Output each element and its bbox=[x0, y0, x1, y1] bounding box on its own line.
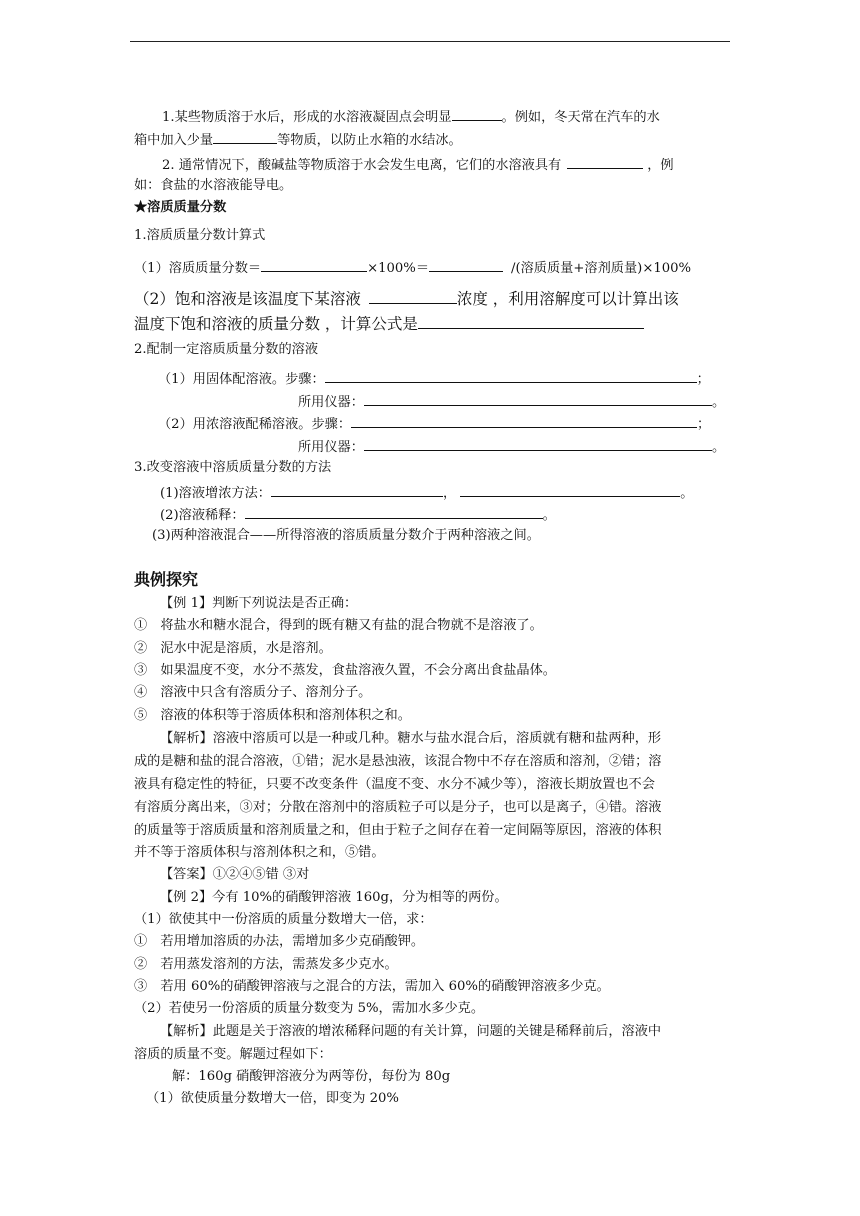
analysis-line: 有溶质分离出来，③对；分散在溶剂中的溶质粒子可以是分子，也可以是离子，④错。溶液 bbox=[134, 800, 662, 815]
method-line: (2)溶液稀释： 。 bbox=[160, 504, 556, 526]
analysis-line: 成的是糖和盐的混合溶液，①错；泥水是悬浊液，该混合物中不存在溶质和溶剂，②错；溶 bbox=[134, 754, 662, 769]
section-heading: 典例探究 bbox=[134, 570, 199, 589]
answer-blank[interactable] bbox=[351, 413, 697, 428]
paragraph-line: 1.某些物质溶于水后，形成的水溶液凝固点会明显 。例如，冬天常在汽车的水 bbox=[162, 106, 660, 128]
list-item: ③ 若用 60%的硝酸钾溶液与之混合的方法，需加入 60%的硝酸钾溶液多少克。 bbox=[134, 979, 610, 994]
instrument-line: 所用仪器： 。 bbox=[298, 436, 725, 458]
solution-line: （1）欲使质量分数增大一倍，即变为 20% bbox=[146, 1091, 399, 1106]
subheading: 2.配制一定溶质质量分数的溶液 bbox=[134, 342, 319, 357]
answer-blank[interactable] bbox=[452, 106, 502, 121]
answer-blank[interactable] bbox=[271, 482, 443, 497]
paragraph-line: （2）饱和溶液是该温度下某溶液 浓度 ，利用溶解度可以计算出该 bbox=[134, 286, 679, 309]
answer-blank[interactable] bbox=[245, 504, 543, 519]
analysis-line: 并不等于溶质体积与溶剂体积之和，⑤错。 bbox=[134, 845, 385, 860]
analysis-line: 溶质的质量不变。解题过程如下： bbox=[134, 1047, 332, 1062]
list-item: ④ 溶液中只含有溶质分子、溶剂分子。 bbox=[134, 685, 372, 700]
method-line: (1)溶液增浓方法： ， 。 bbox=[160, 482, 693, 504]
method-line: (3)两种溶液混合——所得溶液的溶质质量分数介于两种溶液之间。 bbox=[152, 528, 540, 543]
answer-blank[interactable] bbox=[325, 368, 697, 383]
header-rule bbox=[130, 41, 730, 42]
question-line: （2）若使另一份溶质的质量分数变为 5%，需加水多少克。 bbox=[134, 1001, 485, 1016]
answer-line: 【答案】①②④⑤错 ③对 bbox=[160, 867, 310, 882]
answer-blank[interactable] bbox=[213, 129, 277, 144]
analysis-line: 【解析】溶液中溶质可以是一种或几种。糖水与盐水混合后，溶质就有糖和盐两种，形 bbox=[160, 731, 662, 746]
paragraph-line: 如：食盐的水溶液能导电。 bbox=[134, 178, 293, 193]
answer-blank[interactable] bbox=[364, 436, 712, 451]
list-item: ① 若用增加溶质的办法，需增加多少克硝酸钾。 bbox=[134, 934, 425, 949]
list-item: ② 泥水中泥是溶质，水是溶剂。 bbox=[134, 641, 332, 656]
list-item: ① 将盐水和糖水混合，得到的既有糖又有盐的混合物就不是溶液了。 bbox=[134, 618, 543, 633]
analysis-line: 【解析】此题是关于溶液的增浓稀释问题的有关计算，问题的关键是稀释前后，溶液中 bbox=[160, 1024, 662, 1039]
answer-blank[interactable] bbox=[369, 286, 457, 304]
answer-blank[interactable] bbox=[364, 391, 712, 406]
list-item: ② 若用蒸发溶剂的方法，需蒸发多少克水。 bbox=[134, 957, 398, 972]
instrument-line: 所用仪器： 。 bbox=[298, 391, 725, 413]
answer-blank[interactable] bbox=[460, 482, 680, 497]
list-item: ③ 如果温度不变，水分不蒸发，食盐溶液久置，不会分离出食盐晶体。 bbox=[134, 663, 556, 678]
solution-line: 解：160g 硝酸钾溶液分为两等份，每份为 80g bbox=[172, 1069, 451, 1084]
step-line: （2）用浓溶液配稀溶液。步骤： ； bbox=[158, 413, 710, 435]
subheading: 1.溶质质量分数计算式 bbox=[134, 228, 266, 243]
answer-blank[interactable] bbox=[429, 257, 503, 272]
formula-line: （1）溶质质量分数＝ ×100%＝ /(溶质质量+溶剂质量)×100% bbox=[134, 257, 691, 279]
answer-blank[interactable] bbox=[567, 154, 643, 169]
example-title: 【例 2】今有 10%的硝酸钾溶液 160g，分为相等的两份。 bbox=[160, 890, 508, 905]
section-heading: ★溶质质量分数 bbox=[134, 200, 227, 215]
answer-blank[interactable] bbox=[418, 311, 644, 329]
paragraph-line: 温度下饱和溶液的质量分数 ，计算公式是 bbox=[134, 311, 644, 334]
question-line: （1）欲使其中一份溶质的质量分数增大一倍，求： bbox=[134, 912, 433, 927]
subheading: 3.改变溶液中溶质质量分数的方法 bbox=[134, 460, 332, 475]
example-title: 【例 1】判断下列说法是否正确： bbox=[160, 596, 358, 611]
analysis-line: 的质量等于溶质质量和溶剂质量之和，但由于粒子之间存在着一定间隔等原因，溶液的体积 bbox=[134, 823, 662, 838]
paragraph-line: 箱中加入少量 等物质，以防止水箱的水结冰。 bbox=[134, 129, 462, 151]
paragraph-line: 2. 通常情况下，酸碱盐等物质溶于水会发生电离，它们的水溶液具有 ，例 bbox=[162, 154, 674, 176]
analysis-line: 液具有稳定性的特征，只要不改变条件（温度不变、水分不减少等），溶液长期放置也不会 bbox=[134, 777, 655, 792]
list-item: ⑤ 溶液的体积等于溶质体积和溶剂体积之和。 bbox=[134, 708, 411, 723]
answer-blank[interactable] bbox=[261, 257, 367, 272]
step-line: （1）用固体配溶液。步骤： ； bbox=[158, 368, 710, 390]
